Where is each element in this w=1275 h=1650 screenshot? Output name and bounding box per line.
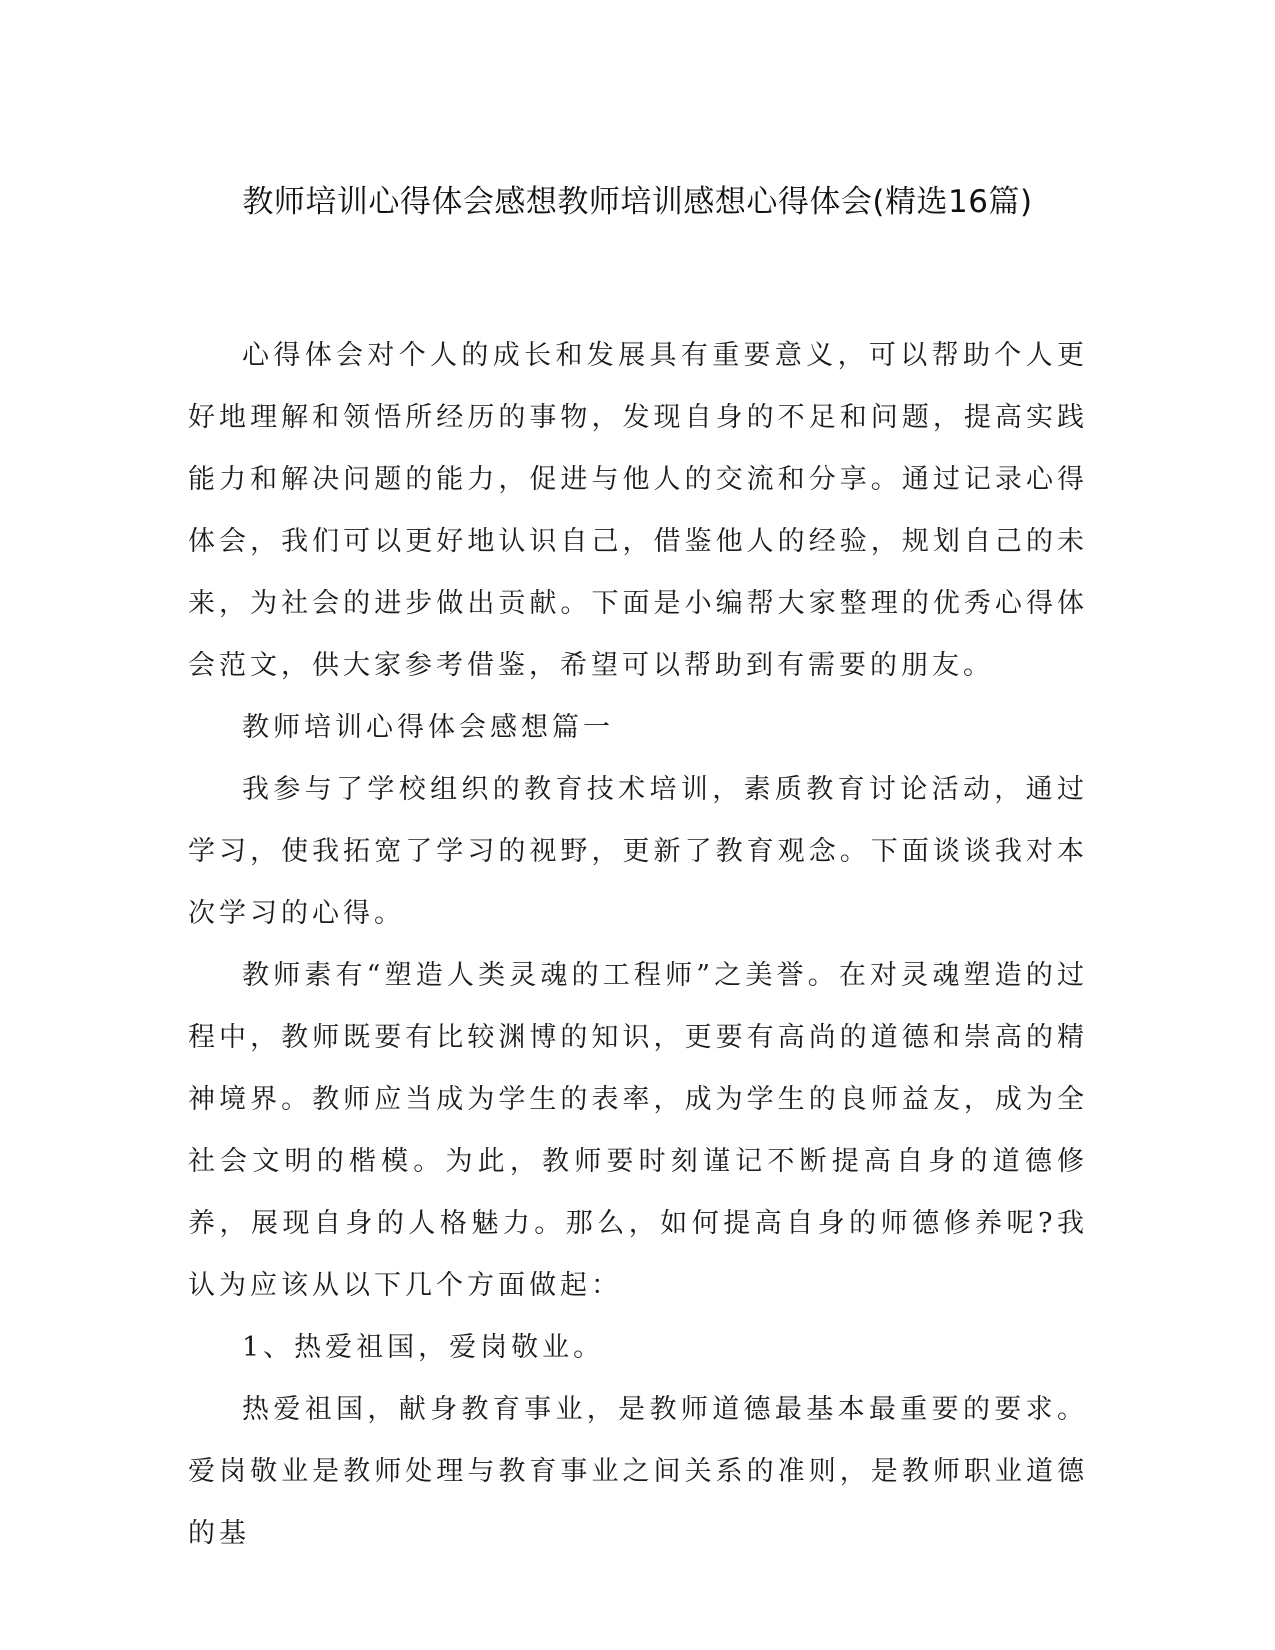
body-paragraph: 我参与了学校组织的教育技术培训，素质教育讨论活动，通过学习，使我拓宽了学习的视野，更新了教育观念。下面谈谈我对本次学习的心得。 xyxy=(188,774,1088,929)
section-heading: 教师培训心得体会感想篇一 xyxy=(242,712,614,743)
document-body xyxy=(188,325,1088,1565)
body-paragraph: 教师素有“塑造人类灵魂的工程师”之美誉。在对灵魂塑造的过程中，教师既要有比较渊博的知识，更要有高尚的道德和崇高的精神境界。教师应当成为学生的表率，成为学生的良师益友，成为全社会文明的楷模。为此，教师要时刻谨记不断提高自身的道德修养，展现自身的人格魅力。那么，如何提高自身的师德修养呢?我认为应该从以下几个方面做起： xyxy=(188,960,1088,1301)
document-title: 教师培训心得体会感想教师培训感想心得体会(精选16篇) xyxy=(242,184,1033,220)
list-item-heading: 1、热爱祖国，爱岗敬业。 xyxy=(242,1332,605,1363)
body-paragraph: 热爱祖国，献身教育事业，是教师道德最基本最重要的要求。爱岗敬业是教师处理与教育事业之间关系的准则，是教师职业道德的基 xyxy=(188,1394,1088,1549)
intro-paragraph: 心得体会对个人的成长和发展具有重要意义，可以帮助个人更好地理解和领悟所经历的事物，发现自身的不足和问题，提高实践能力和解决问题的能力，促进与他人的交流和分享。通过记录心得体会，我们可以更好地认识自己，借鉴他人的经验，规划自己的未来，为社会的进步做出贡献。下面是小编帮大家整理的优秀心得体会范文，供大家参考借鉴，希望可以帮助到有需要的朋友。 xyxy=(188,340,1088,681)
